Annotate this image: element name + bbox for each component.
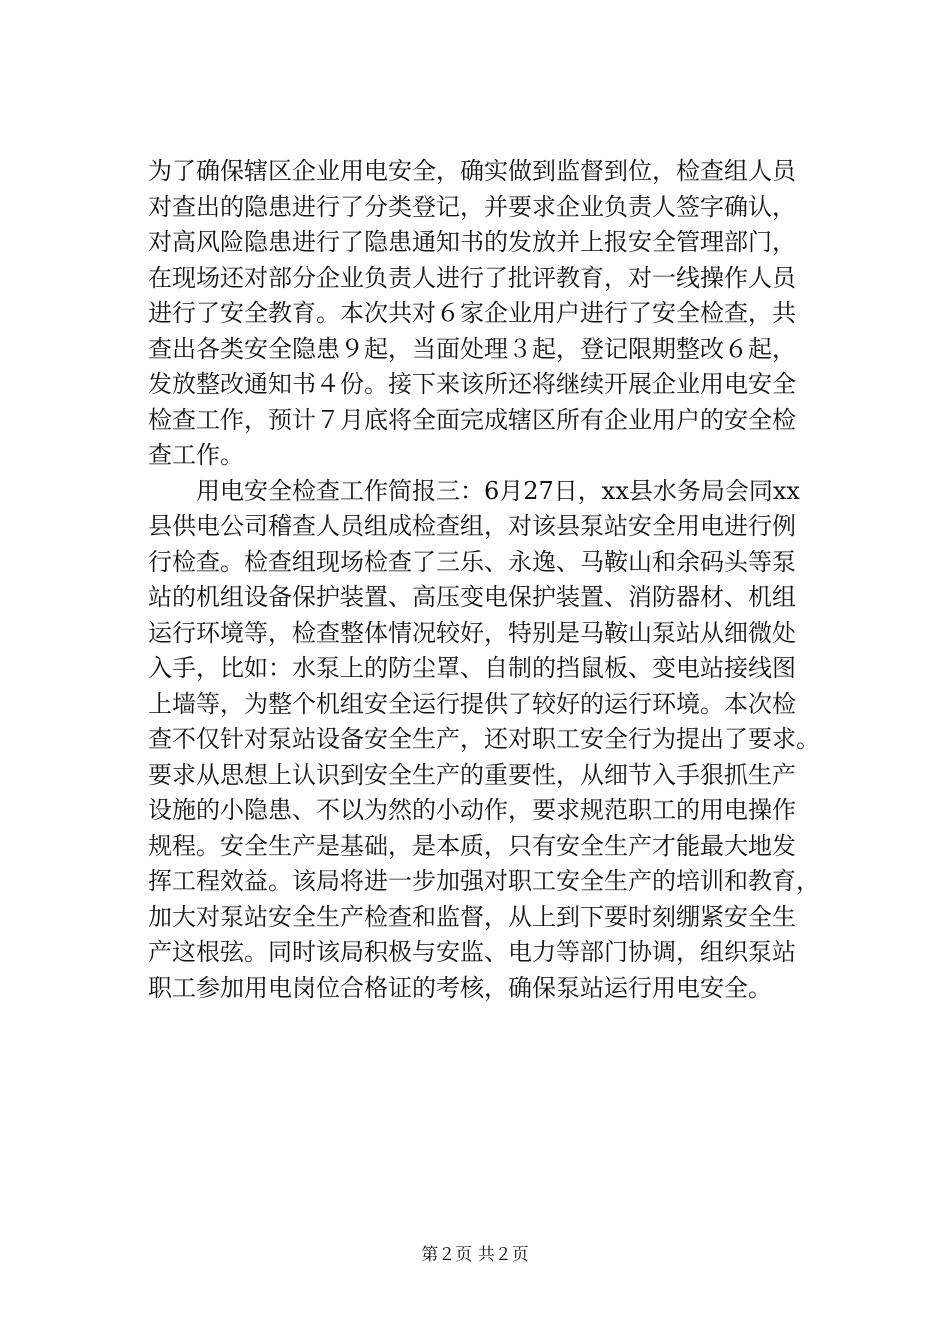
text-line: 加大对泵站安全生产检查和监督，从上到下要时刻绷紧安全生 bbox=[148, 902, 796, 931]
document-body bbox=[148, 154, 848, 1006]
text-line: 入手，比如：水泵上的防尘罩、自制的挡鼠板、变电站接线图 bbox=[148, 654, 796, 682]
text-line: 规程。安全生产是基础，是本质，只有安全生产才能最大地发 bbox=[148, 831, 796, 860]
text-line: 职工参加用电岗位合格证的考核，确保泵站运行用电安全。 bbox=[148, 973, 772, 1002]
page-footer bbox=[0, 1243, 950, 1267]
text-line: 运行环境等，检查整体情况较好，特别是马鞍山泵站从细微处 bbox=[148, 618, 796, 647]
text-line: 在现场还对部分企业负责人进行了批评教育，对一线操作人员 bbox=[148, 263, 796, 292]
text-line: 检查工作，预计７月底将全面完成辖区所有企业用户的安全检 bbox=[148, 405, 796, 434]
page-number-label: 第２页 共２页 bbox=[421, 1245, 529, 1265]
text-line: 行检查。检查组现场检查了三乐、永逸、马鞍山和余码头等泵 bbox=[148, 547, 796, 576]
text-line: 用电安全检查工作简报三：6月27日，xx县水务局会同xx bbox=[148, 476, 800, 505]
text-line: 进行了安全教育。本次共对６家企业用户进行了安全检查，共 bbox=[148, 299, 796, 327]
text-line: 查工作。 bbox=[148, 441, 244, 469]
text-line: 挥工程效益。该局将进一步加强对职工安全生产的培训和教育， bbox=[148, 867, 820, 895]
text-line: 查出各类安全隐患９起，当面处理３起，登记限期整改６起， bbox=[148, 334, 796, 363]
text-line: 为了确保辖区企业用电安全，确实做到监督到位，检查组人员 bbox=[148, 157, 796, 185]
text-line: 上墙等，为整个机组安全运行提供了较好的运行环境。本次检 bbox=[148, 689, 796, 718]
text-line: 县供电公司稽查人员组成检查组，对该县泵站安全用电进行例 bbox=[148, 512, 796, 540]
text-line: 站的机组设备保护装置、高压变电保护装置、消防器材、机组 bbox=[148, 583, 796, 611]
text-line: 对查出的隐患进行了分类登记，并要求企业负责人签字确认， bbox=[148, 192, 796, 221]
text-line: 设施的小隐患、不以为然的小动作，要求规范职工的用电操作 bbox=[148, 796, 796, 824]
text-line: 要求从思想上认识到安全生产的重要性，从细节入手狠抓生产 bbox=[148, 760, 796, 789]
text-line: 产这根弦。同时该局积极与安监、电力等部门协调，组织泵站 bbox=[148, 938, 796, 966]
text-line: 查不仅针对泵站设备安全生产，还对职工安全行为提出了要求。 bbox=[148, 725, 820, 753]
text-line: 发放整改通知书４份。接下来该所还将继续开展企业用电安全 bbox=[148, 370, 796, 398]
text-line: 对高风险隐患进行了隐患通知书的发放并上报安全管理部门， bbox=[148, 228, 796, 256]
